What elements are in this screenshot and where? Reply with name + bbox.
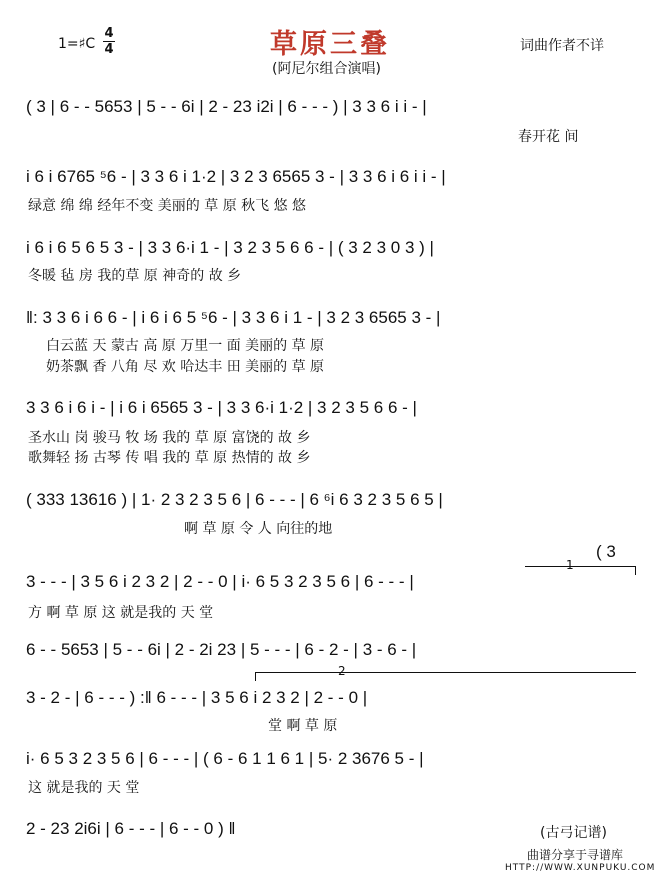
volta-2-bracket: [255, 672, 636, 681]
lyrics-row-2: 绿意 绵 绵 经年不变 美丽的 草 原 秋飞 悠 悠: [28, 198, 307, 214]
score-row-1: ( 3 | 6 - - 5653 | 5 - - 6i | 2 - 23 i2i | 6 - - - ) | 3 3 6 i i - |: [26, 97, 427, 116]
volta-1-pickup: ( 3: [596, 542, 616, 561]
time-signature-bottom: 4: [104, 42, 114, 57]
lyrics-row-7: 方 啊 草 原 这 就是我的 天 堂: [28, 605, 214, 621]
lyrics-row-10: 这 就是我的 天 堂: [28, 780, 140, 796]
score-row-11: 2 - 23 2i6i | 6 - - - | 6 - - 0 ) ‖: [26, 819, 236, 838]
lyrics-row-6: 啊 草 原 令 人 向往的地: [184, 521, 333, 537]
song-title: 草原三叠: [270, 29, 390, 60]
score-row-9: 3 - 2 - | 6 - - - ) :‖ 6 - - - | 3 5 6 i 2 3 2 | 2 - - 0 |: [26, 688, 368, 707]
lyrics-row-4a: 白云蓝 天 蒙古 高 原 万里一 面 美丽的 草 原: [46, 338, 325, 354]
song-credit: 词曲作者不详: [520, 38, 604, 54]
score-row-6: ( 333 13616 ) | 1· 2 3 2 3 5 6 | 6 - - - | 6 ⁶i 6 3 2 3 5 6 5 |: [26, 490, 443, 509]
score-row-3: i 6 i 6 5 6 5 3 - | 3 3 6·i 1 - | 3 2 3 5 6 6 - | ( 3 2 3 0 3 ) |: [26, 238, 434, 257]
lyrics-row-5a: 圣水山 岗 骏马 牧 场 我的 草 原 富饶的 故 乡: [28, 430, 311, 446]
lyrics-row-1: 春开花 间: [518, 129, 579, 145]
score-row-2: i 6 i 6765 ⁵6 - | 3 3 6 i 1·2 | 3 2 3 6565 3 - | 3 3 6 i 6 i i - |: [26, 167, 446, 186]
time-signature: [103, 27, 115, 56]
volta-1-label: 1: [566, 558, 574, 572]
score-row-8: 6 - - 5653 | 5 - - 6i | 2 - 2i 23 | 5 - - - | 6 - 2 - | 3 - 6 - |: [26, 640, 417, 659]
volta-1-bracket: [525, 566, 636, 575]
transcriber-credit: (古弓记谱): [540, 825, 607, 841]
key-signature: 1=♯C: [58, 36, 96, 52]
lyrics-row-3: 冬暖 毡 房 我的草 原 神奇的 故 乡: [28, 268, 242, 284]
footer-watermark: [505, 846, 656, 873]
footer-line-2: HTTP://WWW.XUNPUKU.COM: [505, 863, 656, 873]
song-subtitle: (阿尼尔组合演唱): [272, 61, 381, 77]
lyrics-row-4b: 奶茶飘 香 八角 尽 欢 哈达丰 田 美丽的 草 原: [46, 359, 325, 375]
score-row-10: i· 6 5 3 2 3 5 6 | 6 - - - | ( 6 - 6 1 1 6 1 | 5· 2 3676 5 - |: [26, 749, 424, 768]
lyrics-row-5b: 歌舞轻 扬 古琴 传 唱 我的 草 原 热情的 故 乡: [28, 450, 311, 466]
score-row-5: 3 3 6 i 6 i - | i 6 i 6565 3 - | 3 3 6·i 1·2 | 3 2 3 5 6 6 - |: [26, 398, 417, 417]
score-row-7: 3 - - - | 3 5 6 i 2 3 2 | 2 - - 0 | i· 6 5 3 2 3 5 6 | 6 - - - |: [26, 572, 414, 591]
time-signature-top: 4: [104, 26, 114, 41]
lyrics-row-9: 堂 啊 草 原: [268, 718, 338, 734]
score-row-4: ‖: 3 3 6 i 6 6 - | i 6 i 6 5 ⁵6 - | 3 3 6 i 1 - | 3 2 3 6565 3 - |: [26, 308, 441, 327]
volta-2-label: 2: [338, 664, 346, 678]
footer-line-1: 曲谱分享于寻谱库: [526, 848, 623, 862]
